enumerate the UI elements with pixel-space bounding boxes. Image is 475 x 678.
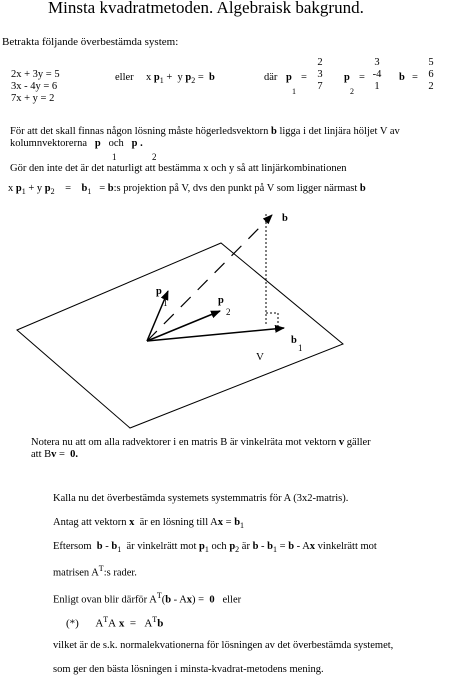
body-line-7: vilket är de s.k. normalekvationerna för lösningen av det överbestämda systemet,: [53, 640, 394, 651]
diagram-label-p1: p: [156, 286, 162, 297]
p2-vector: 3 -4 1: [372, 57, 382, 92]
p2-subscript: 2: [350, 87, 354, 96]
right-angle-marker: [266, 313, 278, 326]
body-line-4: matrisen $A^T:s$ rader.: [53, 564, 137, 579]
diagram-label-b1: b: [291, 335, 297, 346]
vector-b-dashed: [147, 215, 272, 341]
body-line-1: Kalla nu det överbestämda systemets systemmatris för A (3x2-matris).: [53, 493, 349, 504]
equation-2: 3x - 4y = 6: [11, 81, 58, 92]
diagram-label-b1-sub: 1: [298, 343, 303, 353]
body-line-2: Antag att vektorn x är en lösning till $Ax = b_1$: [53, 517, 245, 531]
body-line-8: som ger den bästa lösningen i minsta-kvadrat-metodens mening.: [53, 664, 324, 675]
paragraph-2-line-1: Gör den inte det är det naturligt att bestämma x och y så att linjärkombinationen: [10, 163, 347, 174]
dar-label: där: [264, 72, 278, 83]
diagram-label-b: b: [282, 213, 288, 224]
equation-3: 7x + y = 2: [11, 93, 55, 104]
paragraph-1-line-1: För att det skall finnas någon lösning måste högerledsvektorn b ligga i det linjära höljet V av: [10, 126, 400, 137]
p1-equals: =: [301, 72, 307, 83]
eller-label: eller: [115, 72, 134, 83]
body-line-5: Enligt ovan blir därför $A^T(b - Ax) = 0$ eller: [53, 591, 242, 606]
note-line-2: att Bv = 0.: [31, 449, 79, 460]
diagram-label-p2: p: [218, 295, 224, 306]
p1-symbol: p: [286, 72, 292, 83]
body-line-3: Eftersom b - $b_1$ är vinkelrätt mot $p_1$ och $p_2$ är $b - b_1 = b - Ax$ vinkelrätt mot: [53, 541, 377, 555]
equation-1: 2x + 3y = 5: [11, 69, 60, 80]
p1-subscript: 1: [292, 87, 296, 96]
vector-equation: x $p_1 + y$ $p_2 = b$: [146, 72, 215, 86]
p2-equals: =: [359, 72, 365, 83]
paragraph-1-sub-1: 1: [112, 152, 117, 162]
projection-equation: x $p_1 + y$ $p_2$ = $b_1$ = b:s projektion på V, dvs den punkt på V som ligger närmast b: [8, 183, 366, 197]
paragraph-1-sub-2: 2: [152, 152, 157, 162]
diagram-label-p2-sub: 2: [226, 307, 231, 317]
note-line-1: Notera nu att om alla radvektorer i en matris B är vinkelräta mot vektorn v gäller: [31, 437, 371, 448]
p1-vector: 2 3 7: [317, 57, 323, 92]
vector-b1: [147, 328, 284, 341]
intro-text: Betrakta följande överbestämda system:: [2, 36, 179, 48]
b-equals: =: [412, 72, 418, 83]
diagram-label-p1-sub: 1: [163, 298, 168, 308]
normal-equation: (*) $A^TA$ x = $A^Tb$: [66, 615, 164, 630]
diagram-label-V: V: [256, 351, 264, 363]
paragraph-1-line-2: kolumnvektorerna p och p .: [10, 138, 143, 149]
p2-symbol: p: [344, 72, 350, 83]
page-title: Minsta kvadratmetoden. Algebraisk bakgrund.: [48, 0, 364, 17]
b-vector: 5 6 2: [428, 57, 434, 92]
b-symbol: b: [399, 72, 405, 83]
